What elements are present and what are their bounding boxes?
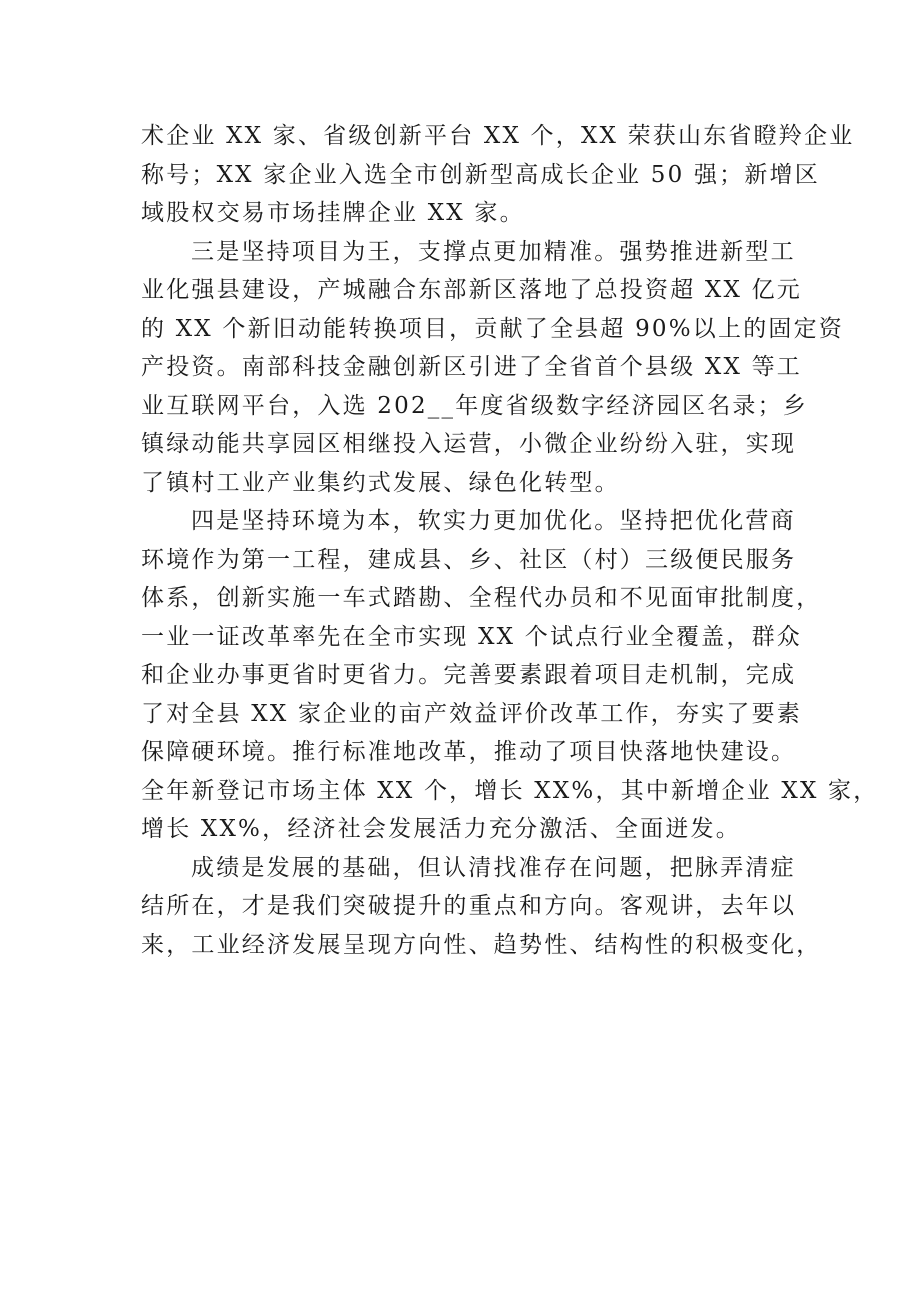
paragraph-2-projects <box>141 233 845 503</box>
text-line: 全年新登记市场主体 XX 个，增长 XX%，其中新增企业 XX 家， <box>141 777 879 804</box>
text-line: 成绩是发展的基础，但认清找准存在问题，把脉弄清症 <box>191 854 796 881</box>
text-line: 了镇村工业产业集约式发展、绿色化转型。 <box>141 469 620 496</box>
text-line: 三是坚持项目为王，支撑点更加精准。强势推进新型工 <box>191 238 796 265</box>
text-line: 增长 XX%，经济社会发展活力充分激活、全面迸发。 <box>141 816 741 842</box>
text-line: 域股权交易市场挂牌企业 XX 家。 <box>141 200 525 226</box>
text-line: 结所在，才是我们突破提升的重点和方向。客观讲，去年以 <box>141 893 797 919</box>
text-line: 和企业办事更省时更省力。完善要素跟着项目走机制，完成 <box>141 662 797 688</box>
body-text <box>141 117 879 964</box>
text-line: 了对全县 XX 家企业的亩产效益评价改革工作，夯实了要素 <box>141 700 802 727</box>
paragraph-1-continued <box>141 117 855 233</box>
text-line: 镇绿动能共享园区相继投入运营，小微企业纷纷入驻，实现 <box>141 431 797 457</box>
text-line: 来，工业经济发展呈现方向性、趋势性、结构性的积极变化， <box>141 931 822 958</box>
text-line: 术企业 XX 家、省级创新平台 XX 个，XX 荣获山东省瞪羚企业 <box>141 123 855 149</box>
text-line: 环境作为第一工程，建成县、乡、社区（村）三级便民服务 <box>141 546 797 573</box>
text-line: 一业一证改革率先在全市实现 XX 个试点行业全覆盖，群众 <box>141 623 802 650</box>
text-line: 业化强县建设，产城融合东部新区落地了总投资超 XX 亿元 <box>141 277 802 303</box>
text-line: 体系，创新实施一车式踏勘、全程代办员和不见面审批制度， <box>141 585 822 611</box>
paragraph-4-problems <box>141 849 822 965</box>
text-line: 保障硬环境。推行标准地改革，推动了项目快落地快建设。 <box>141 739 797 765</box>
paragraph-3-environment <box>141 502 879 849</box>
text-line: 的 XX 个新旧动能转换项目，贡献了全县超 90%以上的固定资 <box>141 315 845 342</box>
text-line: 称号；XX 家企业入选全市创新型高成长企业 50 强；新增区 <box>141 161 820 188</box>
text-line: 业互联网平台，入选 202__年度省级数字经济园区名录；乡 <box>141 392 809 419</box>
text-line: 产投资。南部科技金融创新区引进了全省首个县级 XX 等工 <box>141 354 802 380</box>
text-line: 四是坚持环境为本，软实力更加优化。坚持把优化营商 <box>191 508 796 534</box>
